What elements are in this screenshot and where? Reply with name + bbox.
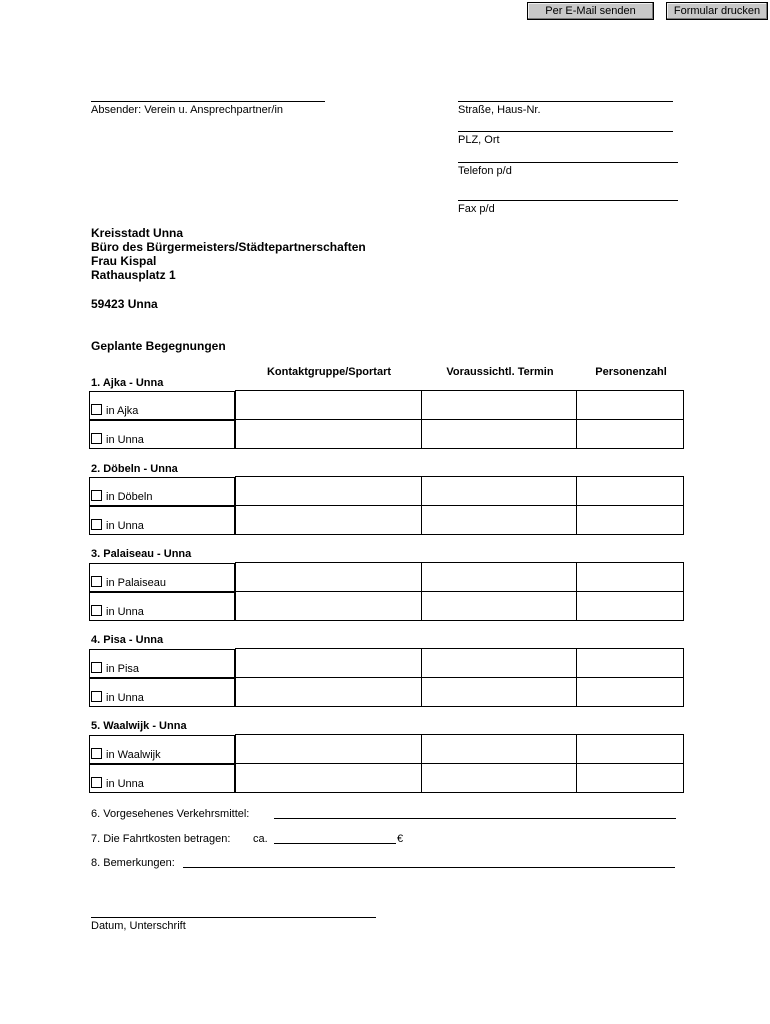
remarks-label: 8. Bemerkungen: [91,857,175,869]
table-row [89,477,684,506]
table-row [89,764,684,793]
column-header-persons: Personenzahl [595,366,667,378]
checkbox[interactable] [91,490,102,501]
fax-label: Fax p/d [458,203,495,215]
phone-field[interactable] [458,162,678,163]
persons-field[interactable] [577,735,684,764]
option-label: in Unna [106,605,144,618]
date-field[interactable] [421,735,577,764]
contact-field[interactable] [236,764,422,793]
option-label: in Waalwijk [106,748,161,761]
date-field[interactable] [421,678,577,707]
date-field[interactable] [421,563,577,592]
option-cell [89,477,235,506]
contact-field[interactable] [236,391,422,420]
signature-field[interactable] [91,917,376,918]
date-field[interactable] [421,420,577,449]
section-table [89,476,684,535]
costs-field[interactable] [274,843,396,844]
recipient-line2: Büro des Bürgermeisters/Städtepartnerschaften [91,240,366,254]
date-field[interactable] [421,764,577,793]
street-field[interactable] [458,101,673,102]
recipient-line1: Kreisstadt Unna [91,226,184,240]
section-title: 1. Ajka - Unna [91,377,164,389]
checkbox[interactable] [91,404,102,415]
recipient-address [91,226,366,282]
checkbox[interactable] [91,519,102,530]
transport-label: 6. Vorgesehenes Verkehrsmittel: [91,808,250,820]
option-label: in Unna [106,519,144,532]
checkbox[interactable] [91,433,102,444]
absender-label: Absender: Verein u. Ansprechpartner/in [91,104,284,116]
section-title: 5. Waalwijk - Unna [91,720,187,732]
persons-field[interactable] [577,391,684,420]
section-table [89,734,684,793]
option-label: in Döbeln [106,490,153,503]
date-field[interactable] [421,391,577,420]
contact-field[interactable] [236,506,422,535]
recipient-line3: Frau Kispal [91,254,157,268]
absender-field[interactable] [91,101,325,102]
persons-field[interactable] [577,563,684,592]
persons-field[interactable] [577,477,684,506]
contact-field[interactable] [236,477,422,506]
date-field[interactable] [421,477,577,506]
checkbox[interactable] [91,777,102,788]
option-cell [89,506,235,535]
contact-field[interactable] [236,649,422,678]
phone-label: Telefon p/d [458,165,512,177]
contact-field[interactable] [236,592,422,621]
street-label: Straße, Haus-Nr. [458,104,541,116]
section-table [89,648,684,707]
contact-field[interactable] [236,420,422,449]
recipient-city: 59423 Unna [91,297,158,311]
contact-field[interactable] [236,563,422,592]
option-cell [89,764,235,793]
persons-field[interactable] [577,764,684,793]
date-field[interactable] [421,506,577,535]
option-label: in Unna [106,777,144,790]
checkbox[interactable] [91,576,102,587]
checkbox[interactable] [91,691,102,702]
option-cell [89,563,235,592]
table-row [89,678,684,707]
option-label: in Ajka [106,404,139,417]
section-title: 2. Döbeln - Unna [91,463,178,475]
option-cell [89,678,235,707]
plz-field[interactable] [458,131,673,132]
table-row [89,420,684,449]
table-row [89,649,684,678]
persons-field[interactable] [577,649,684,678]
costs-label: 7. Die Fahrtkosten betragen: [91,833,231,845]
option-cell [89,649,235,678]
contact-field[interactable] [236,678,422,707]
option-cell [89,592,235,621]
remarks-field[interactable] [183,867,675,868]
table-row [89,563,684,592]
email-send-button[interactable]: Per E-Mail senden [527,2,654,20]
persons-field[interactable] [577,506,684,535]
column-header-contact: Kontaktgruppe/Sportart [266,366,392,378]
section-title: 4. Pisa - Unna [91,634,164,646]
option-label: in Unna [106,691,144,704]
contact-field[interactable] [236,735,422,764]
persons-field[interactable] [577,592,684,621]
option-label: in Palaiseau [106,576,166,589]
option-label: in Unna [106,433,144,446]
table-row [89,506,684,535]
recipient-line4: Rathausplatz 1 [91,268,176,282]
date-field[interactable] [421,592,577,621]
column-header-date: Voraussichtl. Termin [446,366,554,378]
table-row [89,592,684,621]
fax-field[interactable] [458,200,678,201]
section-table [89,390,684,449]
checkbox[interactable] [91,748,102,759]
print-form-button[interactable]: Formular drucken [666,2,768,20]
persons-field[interactable] [577,678,684,707]
currency-label: € [397,833,404,845]
transport-field[interactable] [274,818,676,819]
persons-field[interactable] [577,420,684,449]
plz-label: PLZ, Ort [458,134,500,146]
checkbox[interactable] [91,605,102,616]
signature-label: Datum, Unterschrift [91,920,186,932]
option-cell [89,420,235,449]
option-label: in Pisa [106,662,140,675]
date-field[interactable] [421,649,577,678]
option-cell [89,391,235,420]
option-cell [89,735,235,764]
section-table [89,562,684,621]
checkbox[interactable] [91,662,102,673]
section-title: 3. Palaiseau - Unna [91,548,192,560]
table-row [89,735,684,764]
page-heading: Geplante Begegnungen [91,339,226,353]
costs-ca-label: ca. [253,833,268,845]
table-row [89,391,684,420]
